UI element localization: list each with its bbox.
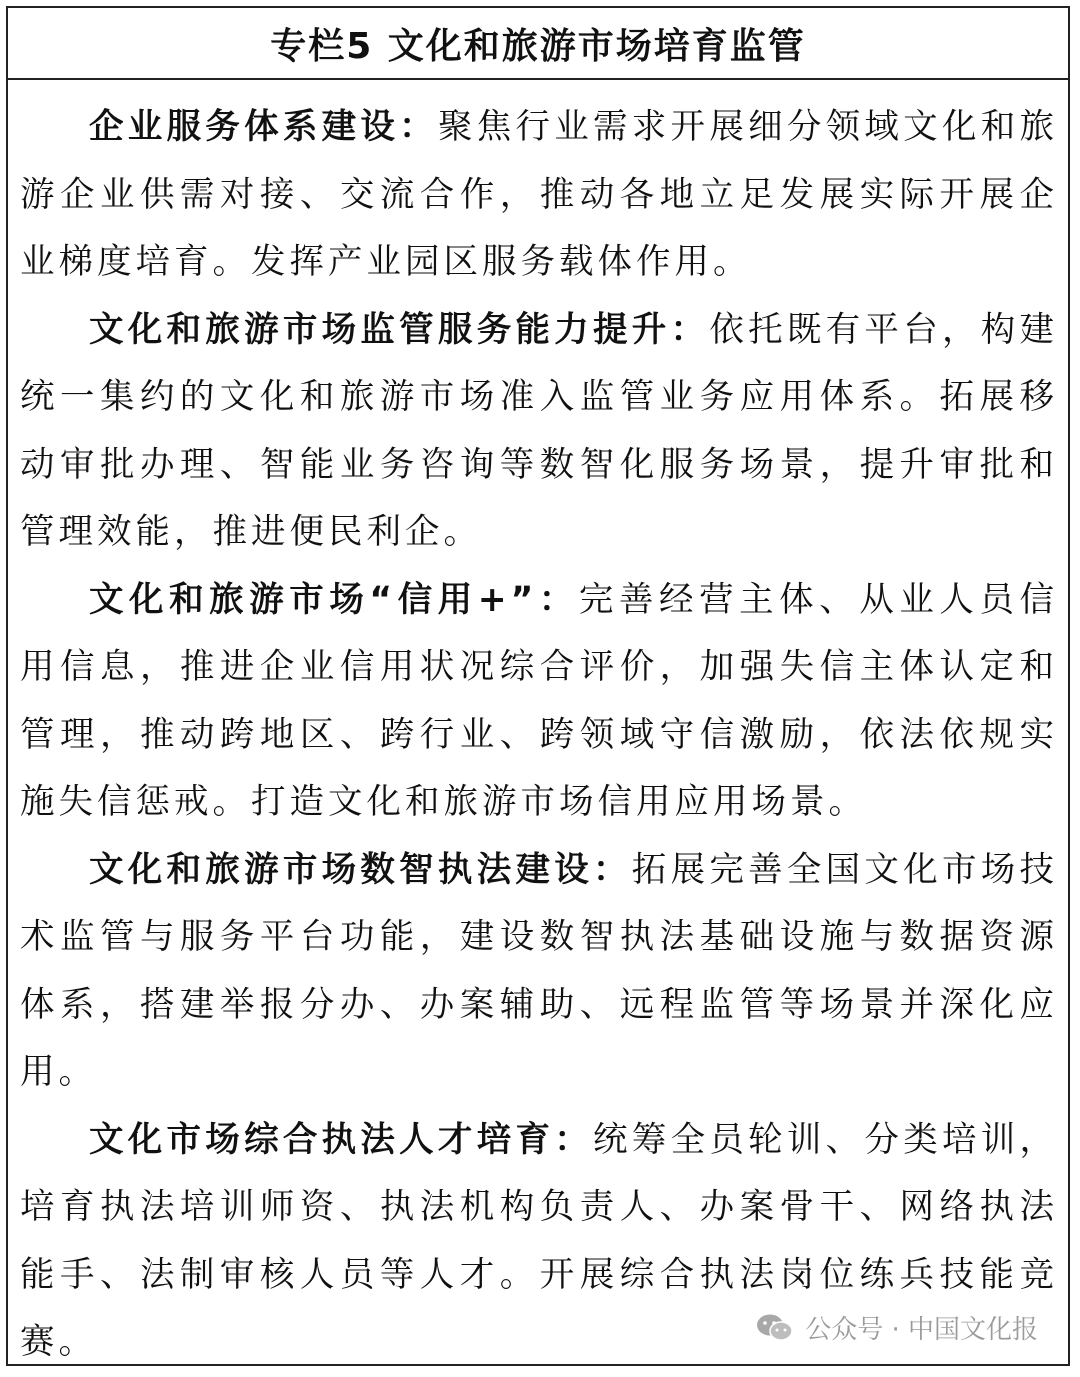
watermark-text: 公众号 · 中国文化报 [805,1315,1038,1345]
section-credit-plus [20,567,1058,837]
section-heading: 文化和旅游市场“信用+”： [89,579,579,620]
section-enterprise-service [20,94,1058,297]
section-heading: 文化和旅游市场数智执法建设： [89,849,632,890]
section-digital-enforcement [20,837,1058,1107]
section-text: 依托既有平台，构建统一集约的文化和旅游市场准入监管业务应用体系。拓展移动审批办理、智能业务咨询等数智化服务场景，提升审批和管理效能，推进便民利企。 [20,309,1059,552]
section-heading: 文化和旅游市场监管服务能力提升： [89,309,710,350]
section-text: 聚焦行业需求开展细分领域文化和旅游企业供需对接、交流合作，推动各地立足发展实际开展企业梯度培育。发挥产业园区服务载体作用。 [20,107,1058,282]
wechat-icon [755,1312,795,1344]
section-text: 完善经营主体、从业人员信用信息，推进企业信用状况综合评价，加强失信主体认定和管理，推动跨地区、跨行业、跨领域守信激励，依法依规实施失信惩戒。打造文化和旅游市场信用应用场景。 [20,579,1058,822]
column-content [8,80,1068,1377]
column-title: 专栏5 文化和旅游市场培育监管 [270,25,806,67]
section-heading: 企业服务体系建设： [89,107,438,147]
section-text: 拓展完善全国文化市场技术监管与服务平台功能，建设数智执法基础设施与数据资源体系，搭建举报分办、办案辅助、远程监管等场景并深化应用。 [20,849,1059,1092]
column-box [6,6,1070,1366]
section-heading: 文化市场综合执法人才培育： [89,1119,594,1160]
section-text: 统筹全员轮训、分类培训，培育执法培训师资、执法机构负责人、办案骨干、网络执法能手、法制审核人员等人才。开展综合执法岗位练兵技能竞赛。 [20,1119,1059,1362]
section-market-supervision [20,297,1058,567]
title-bar [8,8,1068,80]
wechat-watermark [749,1307,1044,1348]
